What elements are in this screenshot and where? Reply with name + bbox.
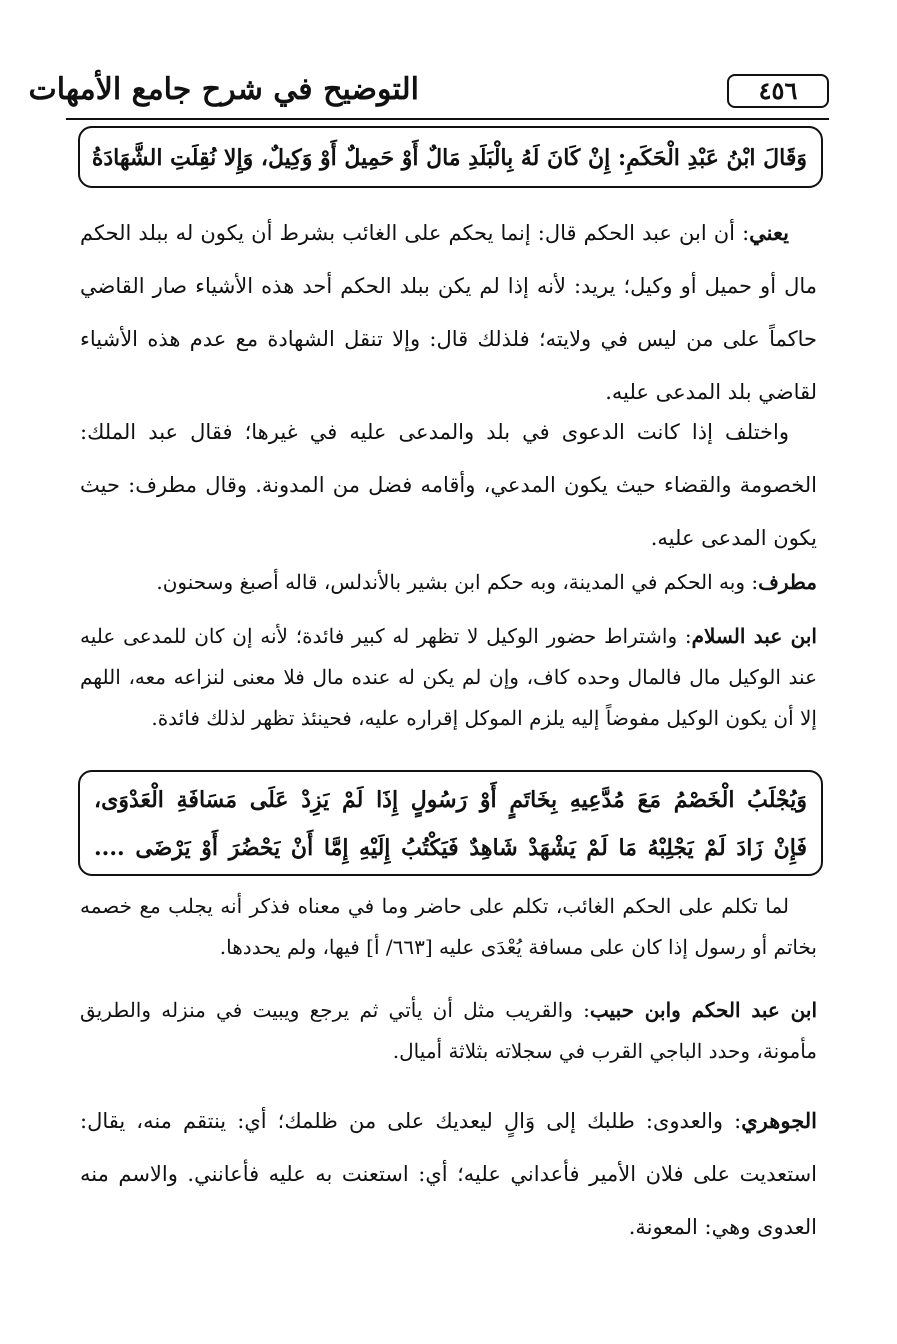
paragraph-6-lead: ابن عبد الحكم وابن حبيب [589, 998, 817, 1022]
matn-2-line-2: فَإِنْ زَادَ لَمْ يَجْلِبْهُ مَا لَمْ يَشْهَدْ شَاهِدٌ فَيَكْتُبُ إِلَيْهِ إِمَّا أَنْ يَحْضُرَ أَوْ يَرْضَى .... [94, 835, 807, 861]
paragraph-6-text: : والقريب مثل أن يأتي ثم يرجع ويبيت في منزله والطريق مأمونة، وحدد الباجي القرب في سجلاته بثلاثة أميال. [80, 998, 817, 1063]
paragraph-3-text: : وبه الحكم في المدينة، وبه حكم ابن بشير بالأندلس، قاله أصبغ وسحنون. [156, 570, 759, 594]
matn-box-2 [78, 770, 823, 876]
page-number: ٤٥٦ [727, 74, 829, 108]
matn-2-line-1: وَيُجْلَبُ الْخَصْمُ مَعَ مُدَّعِيهِ بِخَاتَمٍ أَوْ رَسُولٍ إِذَا لَمْ يَزِدْ عَلَى مَسَافَةِ الْعَدْوَى، [94, 787, 807, 813]
paragraph-5-text: لما تكلم على الحكم الغائب، تكلم على حاضر وما في معناه فذكر أنه يجلب مع خصمه بخاتم أو رسول إذا كان على مسافة يُعْدَى عليه [٦٦٣/ أ] فيها، ولم يحددها. [80, 894, 817, 959]
paragraph-1 [80, 206, 817, 419]
paragraph-1-lead: يعني [749, 220, 789, 245]
paragraph-4-text: : واشتراط حضور الوكيل لا تظهر له كبير فائدة؛ لأنه إن كان للمدعى عليه عند الوكيل مال فالمال وحده كاف، وإن لم يكن له عنده مال فلا معنى لنزاعه معه، اللهم إلا أن يكون الوكيل مفوضاً إليه يلزم الموكل إقراره عليه، فحينئذ تظهر لذلك فائدة. [80, 624, 817, 730]
book-title: التوضيح في شرح جامع الأمهات [28, 72, 419, 107]
paragraph-7-text: : والعدوى: طلبك إلى وَالٍ ليعديك على من ظلمك؛ أي: ينتقم منه، يقال: استعديت على فلان الأمير فأعداني عليه؛ أي: استعنت به عليه فأعانني. والاسم منه العدوى وهي: المعونة. [80, 1109, 817, 1239]
page-header [28, 66, 829, 118]
paragraph-2-text: واختلف إذا كانت الدعوى في بلد والمدعى عليه في غيرها؛ فقال عبد الملك: الخصومة والقضاء حيث يكون المدعي، وأقامه فضل من المدونة. وقال مطرف: حيث يكون المدعى عليه. [80, 420, 817, 550]
paragraph-3 [80, 562, 817, 603]
paragraph-4-lead: ابن عبد السلام [691, 624, 817, 648]
header-rule [66, 118, 829, 120]
paragraph-7 [80, 1094, 817, 1254]
paragraph-5 [80, 886, 817, 968]
paragraph-4 [80, 616, 817, 739]
paragraph-6 [80, 990, 817, 1072]
paragraph-7-lead: الجوهري [741, 1108, 817, 1133]
paragraph-3-lead: مطرف [758, 570, 817, 594]
matn-text-1: وَقَالَ ابْنُ عَبْدِ الْحَكَمِ: إِنْ كَانَ لَهُ بِالْبَلَدِ مَالٌ أَوْ حَمِيلٌ أَوْ وَكِيلٌ، وَإِلا نُقِلَتِ الشَّهَادَةُ [91, 145, 807, 171]
matn-box-1 [78, 126, 823, 188]
paragraph-1-text: : أن ابن عبد الحكم قال: إنما يحكم على الغائب بشرط أن يكون له ببلد الحكم مال أو حميل أو وكيل؛ يريد: لأنه إذا لم يكن ببلد الحكم أحد هذه الأشياء صار القاضي حاكماً على من ليس في ولايته؛ فلذلك قال: وإلا تنقل الشهادة مع عدم هذه الأشياء لقاضي بلد المدعى عليه. [80, 221, 817, 404]
paragraph-2 [80, 406, 817, 565]
